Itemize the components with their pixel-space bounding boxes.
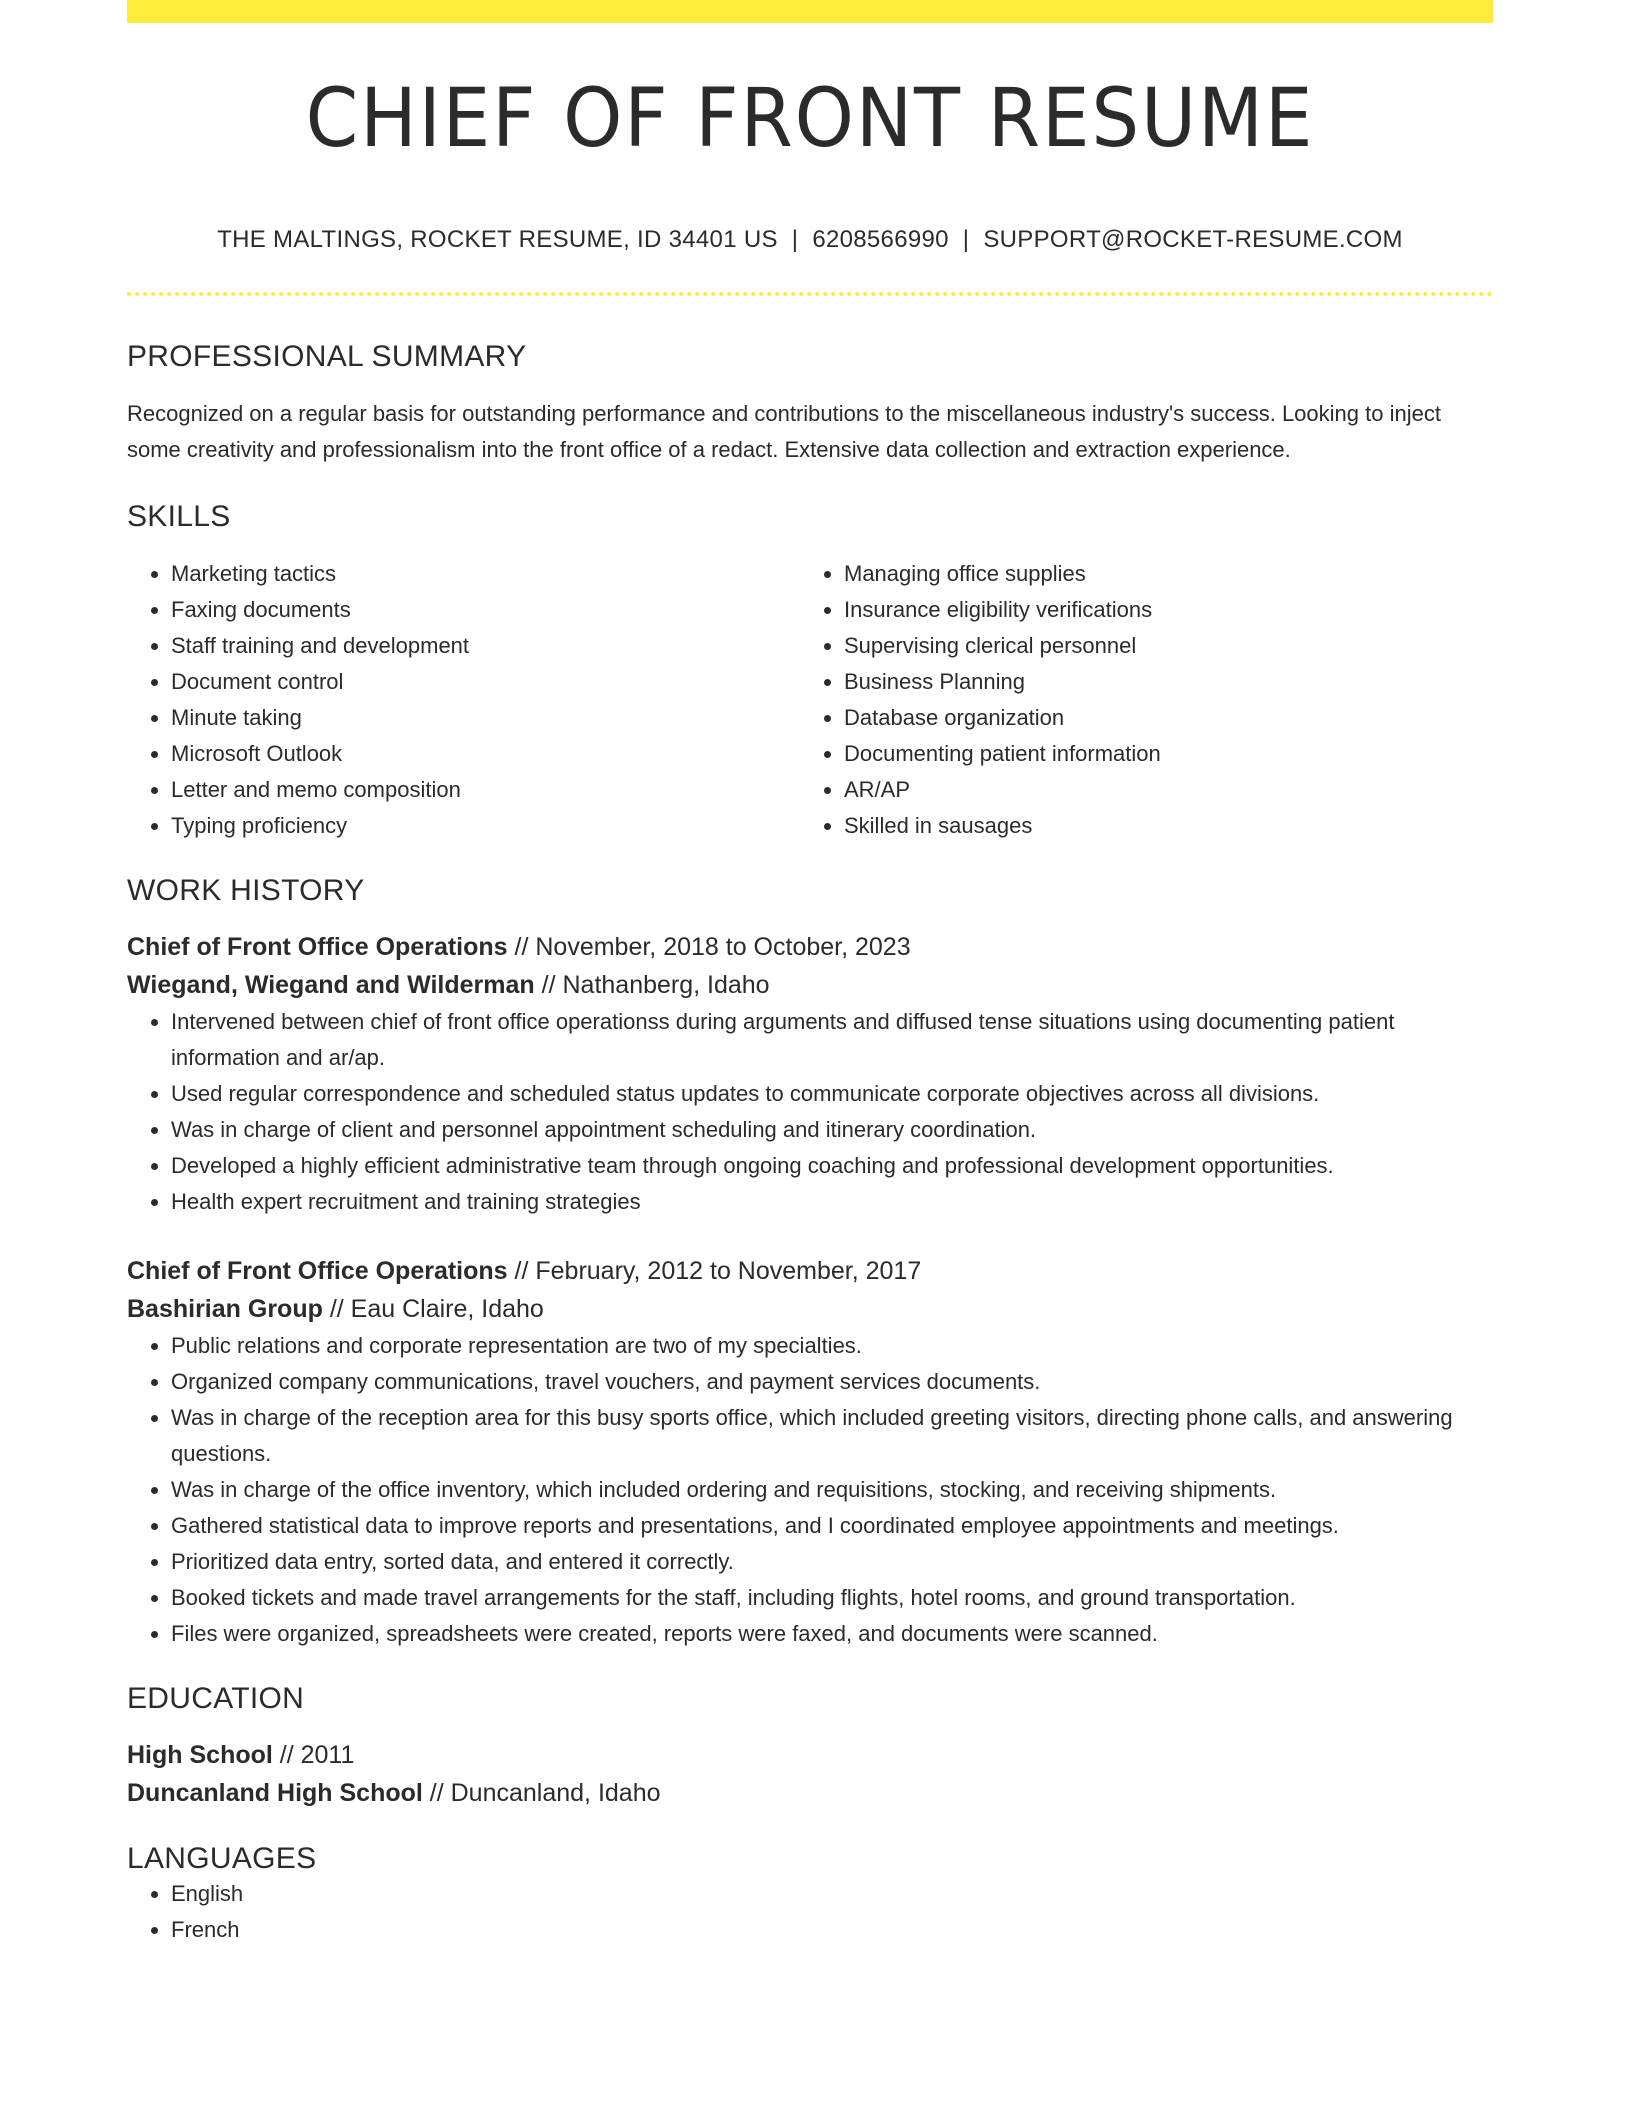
skills-list-right bbox=[800, 556, 1473, 844]
contact-line bbox=[127, 226, 1493, 254]
job-bullets bbox=[127, 1004, 1493, 1220]
section-title-languages: LANGUAGES bbox=[127, 1842, 317, 1875]
contact-separator: | bbox=[791, 226, 799, 253]
section-title-skills: SKILLS bbox=[127, 500, 231, 533]
dotted-divider bbox=[127, 292, 1493, 296]
skills-column-right bbox=[800, 556, 1473, 844]
education-location: // Duncanland, Idaho bbox=[422, 1779, 661, 1807]
job-location: // Eau Claire, Idaho bbox=[322, 1295, 544, 1323]
contact-address: THE MALTINGS, ROCKET RESUME, ID 34401 US bbox=[217, 226, 778, 253]
contact-email: SUPPORT@ROCKET-RESUME.COM bbox=[983, 226, 1403, 253]
skill-item: • Business Planning bbox=[844, 664, 1473, 700]
education-school: Duncanland High School bbox=[127, 1779, 423, 1807]
job-position: Chief of Front Office Operations bbox=[127, 933, 508, 961]
education-degree-line bbox=[127, 1736, 1493, 1774]
job-bullet: • Was in charge of the reception area for this busy sports office, which included greeting visitors, directing phone calls, and answering questions. bbox=[171, 1400, 1493, 1472]
job-bullet: • Was in charge of client and personnel appointment scheduling and itinerary coordination. bbox=[171, 1112, 1493, 1148]
job-company-line bbox=[127, 1290, 1493, 1328]
contact-phone: 6208566990 bbox=[812, 226, 949, 253]
skills-list-left bbox=[127, 556, 800, 844]
skill-item: • Database organization bbox=[844, 700, 1473, 736]
language-item: • English bbox=[171, 1876, 1493, 1912]
section-title-education: EDUCATION bbox=[127, 1682, 305, 1715]
skill-item: • Microsoft Outlook bbox=[171, 736, 800, 772]
languages-list bbox=[127, 1876, 1493, 1948]
skill-item: • Marketing tactics bbox=[171, 556, 800, 592]
section-title-summary: PROFESSIONAL SUMMARY bbox=[127, 340, 527, 373]
skill-item: • Minute taking bbox=[171, 700, 800, 736]
job-dates: // February, 2012 to November, 2017 bbox=[507, 1257, 922, 1285]
skill-item: • Supervising clerical personnel bbox=[844, 628, 1473, 664]
skill-item: • Document control bbox=[171, 664, 800, 700]
job-company: Bashirian Group bbox=[127, 1295, 323, 1323]
skill-item: • Insurance eligibility verifications bbox=[844, 592, 1473, 628]
job-bullet: • Public relations and corporate representation are two of my specialties. bbox=[171, 1328, 1493, 1364]
job-position-line bbox=[127, 1252, 1493, 1290]
job-bullet: • Files were organized, spreadsheets were created, reports were faxed, and documents were scanned. bbox=[171, 1616, 1493, 1652]
job-bullets bbox=[127, 1328, 1493, 1652]
skill-item: • Documenting patient information bbox=[844, 736, 1473, 772]
resume-title: CHIEF OF FRONT RESUME bbox=[305, 72, 1315, 166]
job-bullet: • Booked tickets and made travel arrangements for the staff, including flights, hotel rooms, and ground transportation. bbox=[171, 1580, 1493, 1616]
job-company: Wiegand, Wiegand and Wilderman bbox=[127, 971, 535, 999]
job-dates: // November, 2018 to October, 2023 bbox=[507, 933, 911, 961]
section-title-work: WORK HISTORY bbox=[127, 874, 365, 907]
contact-separator: | bbox=[962, 226, 970, 253]
education-year: // 2011 bbox=[272, 1741, 355, 1769]
job-bullet: • Health expert recruitment and training strategies bbox=[171, 1184, 1493, 1220]
job-position: Chief of Front Office Operations bbox=[127, 1257, 508, 1285]
job-bullet: • Intervened between chief of front office operationss during arguments and diffused tense situations using documenting patient information and ar/ap. bbox=[171, 1004, 1493, 1076]
job-bullet: • Was in charge of the office inventory, which included ordering and requisitions, stocking, and receiving shipments. bbox=[171, 1472, 1493, 1508]
skill-item: • Skilled in sausages bbox=[844, 808, 1473, 844]
skills-column-left bbox=[127, 556, 800, 844]
skill-item: • Faxing documents bbox=[171, 592, 800, 628]
skill-item: • AR/AP bbox=[844, 772, 1473, 808]
accent-top-bar bbox=[127, 0, 1493, 23]
job-bullet: • Developed a highly efficient administrative team through ongoing coaching and professional development opportunities. bbox=[171, 1148, 1493, 1184]
skill-item: • Managing office supplies bbox=[844, 556, 1473, 592]
job-bullet: • Gathered statistical data to improve reports and presentations, and I coordinated employee appointments and meetings. bbox=[171, 1508, 1493, 1544]
job-bullet: • Prioritized data entry, sorted data, and entered it correctly. bbox=[171, 1544, 1493, 1580]
job-bullet: • Used regular correspondence and scheduled status updates to communicate corporate objectives across all divisions. bbox=[171, 1076, 1493, 1112]
skills-columns bbox=[127, 556, 1493, 844]
job-bullet: • Organized company communications, travel vouchers, and payment services documents. bbox=[171, 1364, 1493, 1400]
job-company-line bbox=[127, 966, 1493, 1004]
summary-text: Recognized on a regular basis for outstanding performance and contributions to the miscellaneous industry's success. Looking to inject some creativity and professionalism into the front office of a redact. Extensive data collection and extraction experience. bbox=[127, 401, 1441, 462]
job-location: // Nathanberg, Idaho bbox=[534, 971, 770, 999]
skill-item: • Letter and memo composition bbox=[171, 772, 800, 808]
skill-item: • Staff training and development bbox=[171, 628, 800, 664]
education-degree: High School bbox=[127, 1741, 273, 1769]
language-item: • French bbox=[171, 1912, 1493, 1948]
skill-item: • Typing proficiency bbox=[171, 808, 800, 844]
job-position-line bbox=[127, 928, 1493, 966]
resume-page bbox=[127, 0, 1493, 1948]
education-school-line bbox=[127, 1774, 1493, 1812]
